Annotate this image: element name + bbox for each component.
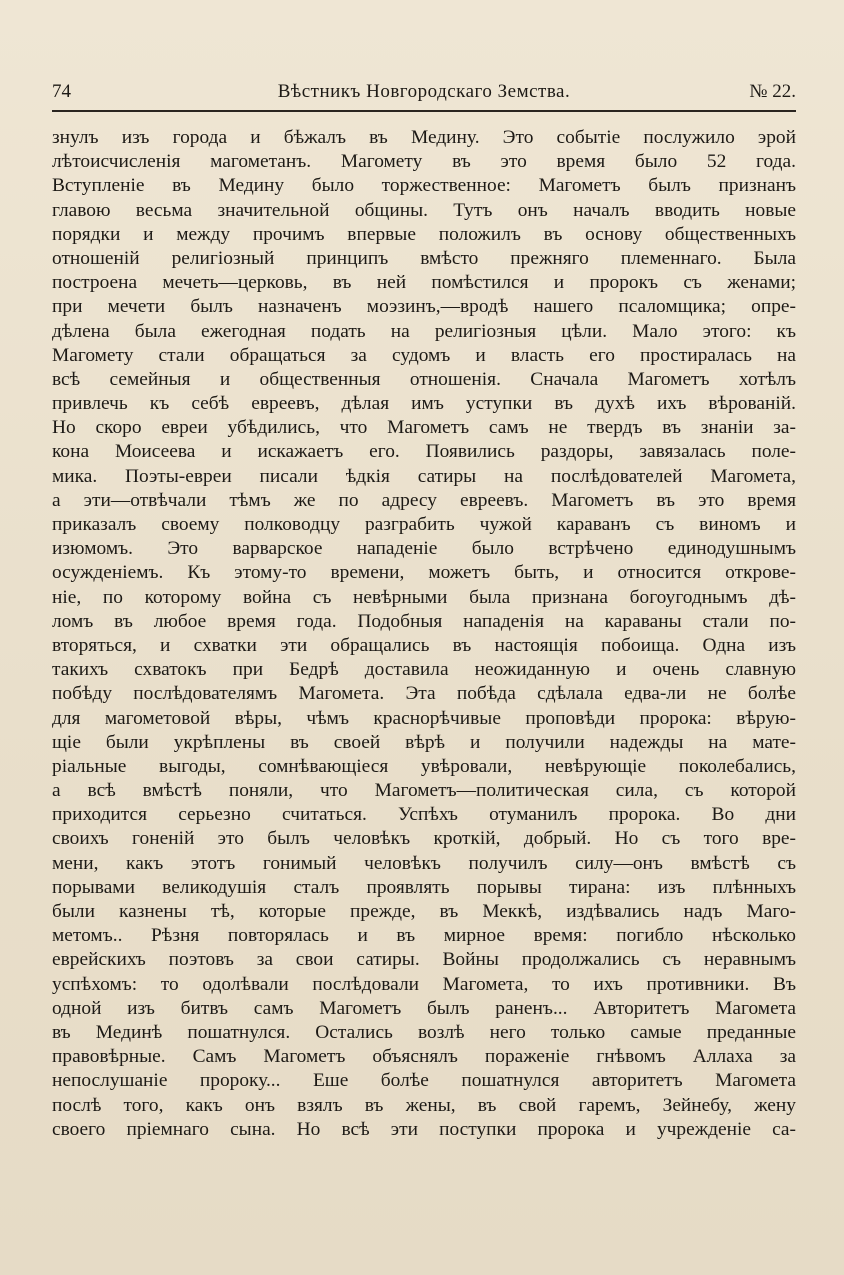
text-line: ріальные выгоды, сомнѣвающіеся увѣровали, невѣрующіе поколебались, bbox=[52, 755, 796, 777]
text-line: привлечь къ себѣ евреевъ, дѣлая имъ уступки въ духѣ ихъ вѣрованій. bbox=[52, 393, 796, 415]
text-line: своихъ гоненій это былъ человѣкъ кроткій, добрый. Но съ того вре- bbox=[52, 828, 796, 850]
running-header bbox=[52, 78, 796, 106]
text-line: ніе, по которому война съ невѣрными была признана богоугоднымъ дѣ- bbox=[52, 586, 796, 608]
text-line: послѣ того, какъ онъ взялъ въ жены, въ свой гаремъ, Зейнебу, жену bbox=[52, 1094, 796, 1116]
text-line: правовѣрные. Самъ Магометъ объяснялъ пораженіе гнѣвомъ Аллаха за bbox=[52, 1046, 796, 1068]
text-line: вторяться, и схватки эти обращались въ настоящія побоища. Одна изъ bbox=[52, 634, 796, 656]
journal-title: Вѣстникъ Новгородскаго Земства. bbox=[277, 81, 571, 102]
text-line: успѣхомъ: то одолѣвали послѣдовали Магомета, то ихъ противники. Въ bbox=[52, 973, 796, 995]
body-text bbox=[52, 126, 796, 1142]
text-line: приходится серьезно считаться. Успѣхъ отуманилъ пророка. Во дни bbox=[52, 804, 796, 826]
text-line: своего пріемнаго сына. Но всѣ эти поступки пророка и учрежденіе са- bbox=[52, 1118, 796, 1140]
text-line: Вступленіе въ Медину было торжественное: Магометъ былъ признанъ bbox=[52, 175, 796, 197]
header-rule bbox=[52, 110, 796, 112]
text-line: еврейскихъ поэтовъ за свои сатиры. Войны продолжались съ неравнымъ bbox=[52, 949, 796, 971]
text-line: лѣтоисчисленія магометанъ. Магомету въ это время было 52 года. bbox=[52, 151, 796, 173]
text-line: кона Моисеева и искажаетъ его. Появились раздоры, завязалась поле- bbox=[52, 441, 796, 463]
text-line: были казнены тѣ, которые прежде, въ Меккѣ, издѣвались надъ Маго- bbox=[52, 901, 796, 922]
text-line: Магомету стали обращаться за судомъ и власть его простиралась на bbox=[52, 344, 796, 366]
page-number: 74 bbox=[52, 81, 71, 102]
text-line: а всѣ вмѣстѣ поняли, что Магометъ—политическая сила, съ которой bbox=[52, 780, 796, 802]
text-line: щіе были укрѣплены въ своей вѣрѣ и получили надежды на мате- bbox=[52, 731, 796, 753]
text-line: осужденіемъ. Къ этому-то времени, можетъ быть, и относится открове- bbox=[52, 562, 796, 584]
text-line: для магометовой вѣры, чѣмъ краснорѣчивые проповѣди пророка: вѣрую- bbox=[52, 707, 796, 729]
text-line: отношеній религіозный принципъ вмѣсто прежняго племеннаго. Была bbox=[52, 247, 796, 269]
text-line: главою весьма значительной общины. Тутъ онъ началъ вводить новые bbox=[52, 199, 796, 221]
text-line: а эти—отвѣчали тѣмъ же по адресу евреевъ. Магометъ въ это время bbox=[52, 489, 796, 511]
text-line: мени, какъ этотъ гонимый человѣкъ получилъ силу—онъ вмѣстѣ съ bbox=[52, 852, 796, 874]
text-line: порывами великодушія сталъ проявлять порывы тирана: изъ плѣнныхъ bbox=[52, 876, 796, 898]
issue-number: № 22. bbox=[749, 81, 796, 102]
text-line: построена мечеть—церковь, въ ней помѣстился и пророкъ съ женами; bbox=[52, 272, 796, 294]
text-line: порядки и между прочимъ впервые положилъ въ основу общественныхъ bbox=[52, 223, 796, 245]
text-line: изюмомъ. Это варварское нападеніе было встрѣчено единодушнымъ bbox=[52, 538, 796, 560]
text-line: при мечети былъ назначенъ моэзинъ,—вродѣ нашего псаломщика; опре- bbox=[52, 296, 796, 318]
text-line: всѣ семейныя и общественныя отношенія. Сначала Магометъ хотѣлъ bbox=[52, 368, 796, 390]
text-line: дѣлена была ежегодная подать на религіозныя цѣли. Мало этого: къ bbox=[52, 320, 796, 342]
text-line: въ Мединѣ пошатнулся. Остались возлѣ него только самые преданные bbox=[52, 1021, 796, 1043]
text-line: такихъ схватокъ при Бедрѣ доставила неожиданную и очень славную bbox=[52, 659, 796, 681]
text-line: мика. Поэты-евреи писали ѣдкія сатиры на послѣдователей Магомета, bbox=[52, 465, 796, 487]
text-line: метомъ.. Рѣзня повторялась и въ мирное время: погибло нѣсколько bbox=[52, 925, 796, 947]
text-line: одной изъ битвъ самъ Магометъ былъ раненъ... Авторитетъ Магомета bbox=[52, 997, 796, 1019]
text-line: непослушаніе пророку... Еше болѣе пошатнулся авторитетъ Магомета bbox=[52, 1070, 796, 1092]
text-line: Но скоро евреи убѣдились, что Магометъ самъ не твердъ въ знаніи за- bbox=[52, 417, 796, 439]
text-line: приказалъ своему полководцу разграбить чужой караванъ съ виномъ и bbox=[52, 514, 796, 535]
text-line: знулъ изъ города и бѣжалъ въ Медину. Это событіе послужило эрой bbox=[52, 127, 796, 148]
text-line: ломъ въ любое время года. Подобныя нападенія на караваны стали по- bbox=[52, 610, 796, 632]
text-line: побѣду послѣдователямъ Магомета. Эта побѣда сдѣлала едва-ли не болѣе bbox=[52, 683, 796, 705]
